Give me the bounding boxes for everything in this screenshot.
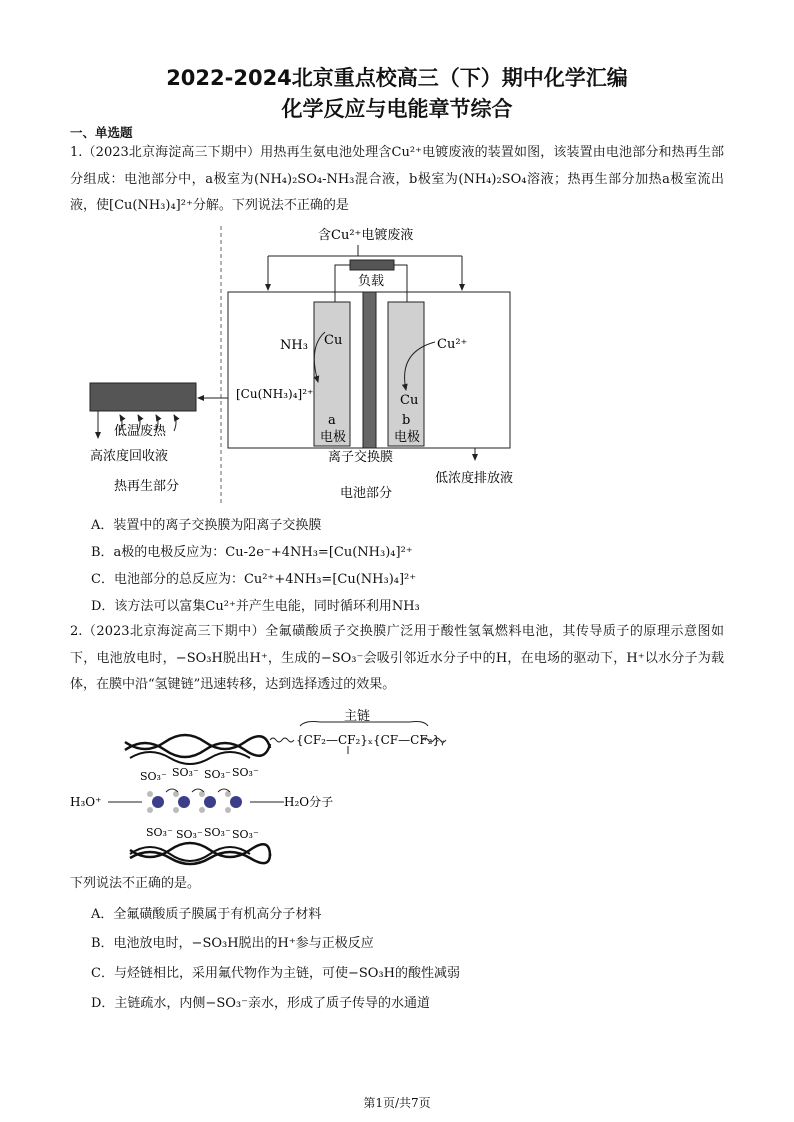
h3o-label: H₃O⁺ bbox=[70, 795, 102, 809]
so3-bottom-1: SO₃⁻ bbox=[146, 826, 173, 839]
membrane-label: 离子交换膜 bbox=[328, 450, 394, 465]
electrode-a-label2: 电极 bbox=[320, 430, 347, 445]
question-2-intro: 下列说法不正确的是。 bbox=[70, 876, 201, 891]
h2o-label: H₂O分子 bbox=[284, 795, 334, 809]
proton-membrane-diagram bbox=[70, 706, 470, 866]
so3-bottom-3: SO₃⁻ bbox=[204, 826, 231, 839]
battery-part-label: 电池部分 bbox=[340, 486, 393, 501]
so3-top-2: SO₃⁻ bbox=[172, 766, 199, 779]
low-heat-label: 低温废热 bbox=[114, 424, 167, 439]
so3-top-1: SO₃⁻ bbox=[140, 770, 167, 783]
nh3-label: NH₃ bbox=[280, 338, 308, 353]
question-2-option-c[interactable]: C．与烃链相比，采用氟代物作为主链，可使−SO₃H的酸性减弱 bbox=[91, 966, 460, 981]
heat-regen-label: 热再生部分 bbox=[114, 479, 180, 494]
question-1-option-a[interactable]: A．装置中的离子交换膜为阳离子交换膜 bbox=[91, 518, 322, 533]
complex-label: [Cu(NH₃)₄]²⁺ bbox=[236, 387, 314, 401]
question-2-stem: 2.（2023北京海淀高三下期中）全氟磺酸质子交换膜广泛用于酸性氢氧燃料电池，其传导质子的原理示意图如下，电池放电时，−SO₃H脱出H⁺，生成的−SO₃⁻会吸引邻近水分子中的H，在电场的驱动下，H⁺以水分子为载体，在膜中沿“氢键链”迅速转移，达到选择透过的效果。 bbox=[70, 624, 724, 692]
question-2-option-b[interactable]: B．电池放电时，−SO₃H脱出的H⁺参与正极反应 bbox=[91, 936, 374, 951]
waste-liquid-label: 含Cu²⁺电镀废液 bbox=[318, 228, 414, 243]
question-2-option-d[interactable]: D．主链疏水，内侧−SO₃⁻亲水，形成了质子传导的水通道 bbox=[91, 996, 430, 1011]
electrode-b-label: b bbox=[402, 413, 411, 428]
question-1-option-d[interactable]: D．该方法可以富集Cu²⁺并产生电能，同时循环利用NH₃ bbox=[91, 599, 420, 614]
electrode-b-cu: Cu bbox=[400, 393, 419, 408]
ion-exchange-membrane bbox=[363, 292, 376, 448]
main-chain-label: 主链 bbox=[344, 709, 371, 724]
section-heading: 一、单选题 bbox=[70, 125, 133, 140]
load-label: 负载 bbox=[358, 274, 385, 289]
electrode-a-cu: Cu bbox=[324, 333, 343, 348]
heat-regeneration-box bbox=[90, 383, 196, 411]
so3-top-4: SO₃⁻ bbox=[232, 766, 259, 779]
question-2-option-a[interactable]: A．全氟磺酸质子膜属于有机高分子材料 bbox=[91, 907, 322, 922]
page-number: 第1页/共7页 bbox=[363, 1096, 431, 1110]
page-title-line2: 化学反应与电能章节综合 bbox=[281, 97, 513, 121]
question-1-stem: 1.（2023北京海淀高三下期中）用热再生氨电池处理含Cu²⁺电镀废液的装置如图，该装置由电池部分和热再生部分组成：电池部分中，a极室为(NH₄)₂SO₄-NH₃混合液，b极室为(NH₄)₂SO₄溶液；热再生部分加热a极室流出液，使[Cu(NH₃)₄]²⁺分解。下列说法不正确的是 bbox=[70, 145, 724, 213]
water-molecules bbox=[147, 789, 242, 813]
load-box bbox=[350, 260, 394, 270]
question-1-option-b[interactable]: B．a极的电极反应为：Cu-2e⁻+4NH₃=[Cu(NH₃)₄]²⁺ bbox=[91, 545, 413, 560]
electrode-b-label2: 电极 bbox=[394, 430, 421, 445]
battery-diagram bbox=[80, 222, 540, 508]
main-chain-formula: {CF₂—CF₂}ₓ{CF—CF₂}ᵧ bbox=[296, 733, 445, 747]
question-1-option-c[interactable]: C．电池部分的总反应为：Cu²⁺+4NH₃=[Cu(NH₃)₄]²⁺ bbox=[91, 572, 417, 587]
page-title-line1: 2022-2024北京重点校高三（下）期中化学汇编 bbox=[166, 66, 628, 90]
low-conc-label: 低浓度排放液 bbox=[435, 471, 514, 486]
cu2-label: Cu²⁺ bbox=[437, 337, 468, 352]
so3-bottom-2: SO₃⁻ bbox=[176, 828, 203, 841]
so3-bottom-4: SO₃⁻ bbox=[232, 828, 259, 841]
high-conc-label: 高浓度回收液 bbox=[90, 449, 169, 464]
so3-top-3: SO₃⁻ bbox=[204, 768, 231, 781]
electrode-a-label: a bbox=[328, 413, 336, 428]
